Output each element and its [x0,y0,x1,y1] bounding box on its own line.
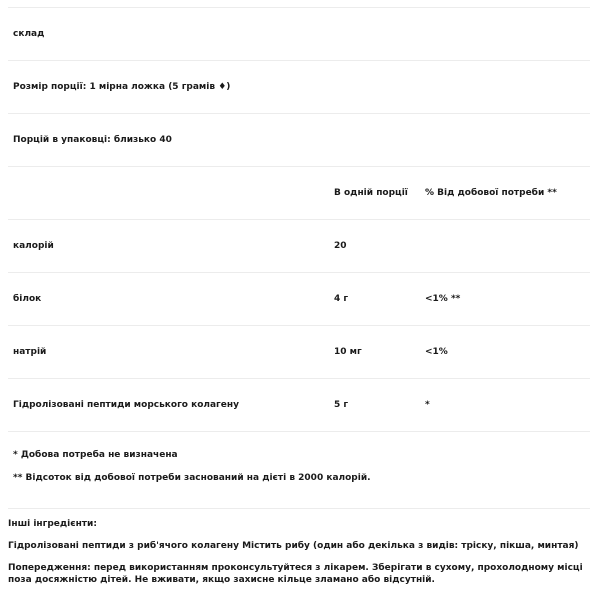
table-header [8,166,590,219]
nutrient-amount: 5 г [334,400,349,410]
servings-per-container: Порцій в упаковці: близько 40 [13,135,172,145]
other-ingredients-heading: Інші інгредієнти: [8,519,97,529]
footnote-daily-value-not-established: * Добова потреба не визначена [13,450,178,460]
nutrient-name: калорій [13,241,54,251]
nutrient-amount: 4 г [334,294,349,304]
table-row [8,378,590,431]
nutrient-dv: * [425,400,430,410]
warning-text: Попередження: перед використанням проконсультуйтеся з лікарем. Зберігати в сухому, прохолодному місці поза досяжністю дітей. Не вживати, якщо захисне кільце зламано або відсутній. [8,563,583,585]
other-ingredients-text: Гідролізовані пептиди з риб'ячого колагену Містить рибу (один або декілька з видів: тріску, пікша, минтая) [8,541,579,551]
footnotes [8,431,590,508]
title-row [8,7,590,60]
column-header-amount: В одній порції [334,188,408,198]
nutrient-dv: <1% [425,347,448,357]
column-header-dv: % Від добової потреби ** [425,188,557,198]
serving-size: Розмір порції: 1 мірна ложка (5 грамів ♦) [13,82,231,92]
table-row [8,219,590,272]
nutrient-amount: 20 [334,241,347,251]
nutrient-name: білок [13,294,42,304]
nutrient-dv: <1% ** [425,294,461,304]
section-title: склад [13,29,45,39]
nutrient-name: натрій [13,347,47,357]
nutrient-amount: 10 мг [334,347,362,357]
servings-per-container-row [8,113,590,166]
other-ingredients-section [8,508,590,586]
nutrient-name: Гідролізовані пептиди морського колагену [13,400,239,410]
supplement-facts [8,7,590,596]
table-row [8,325,590,378]
footnote-percent-daily-value: ** Відсоток від добової потреби заснований на дієті в 2000 калорій. [13,473,371,483]
table-row [8,272,590,325]
serving-size-row [8,60,590,113]
